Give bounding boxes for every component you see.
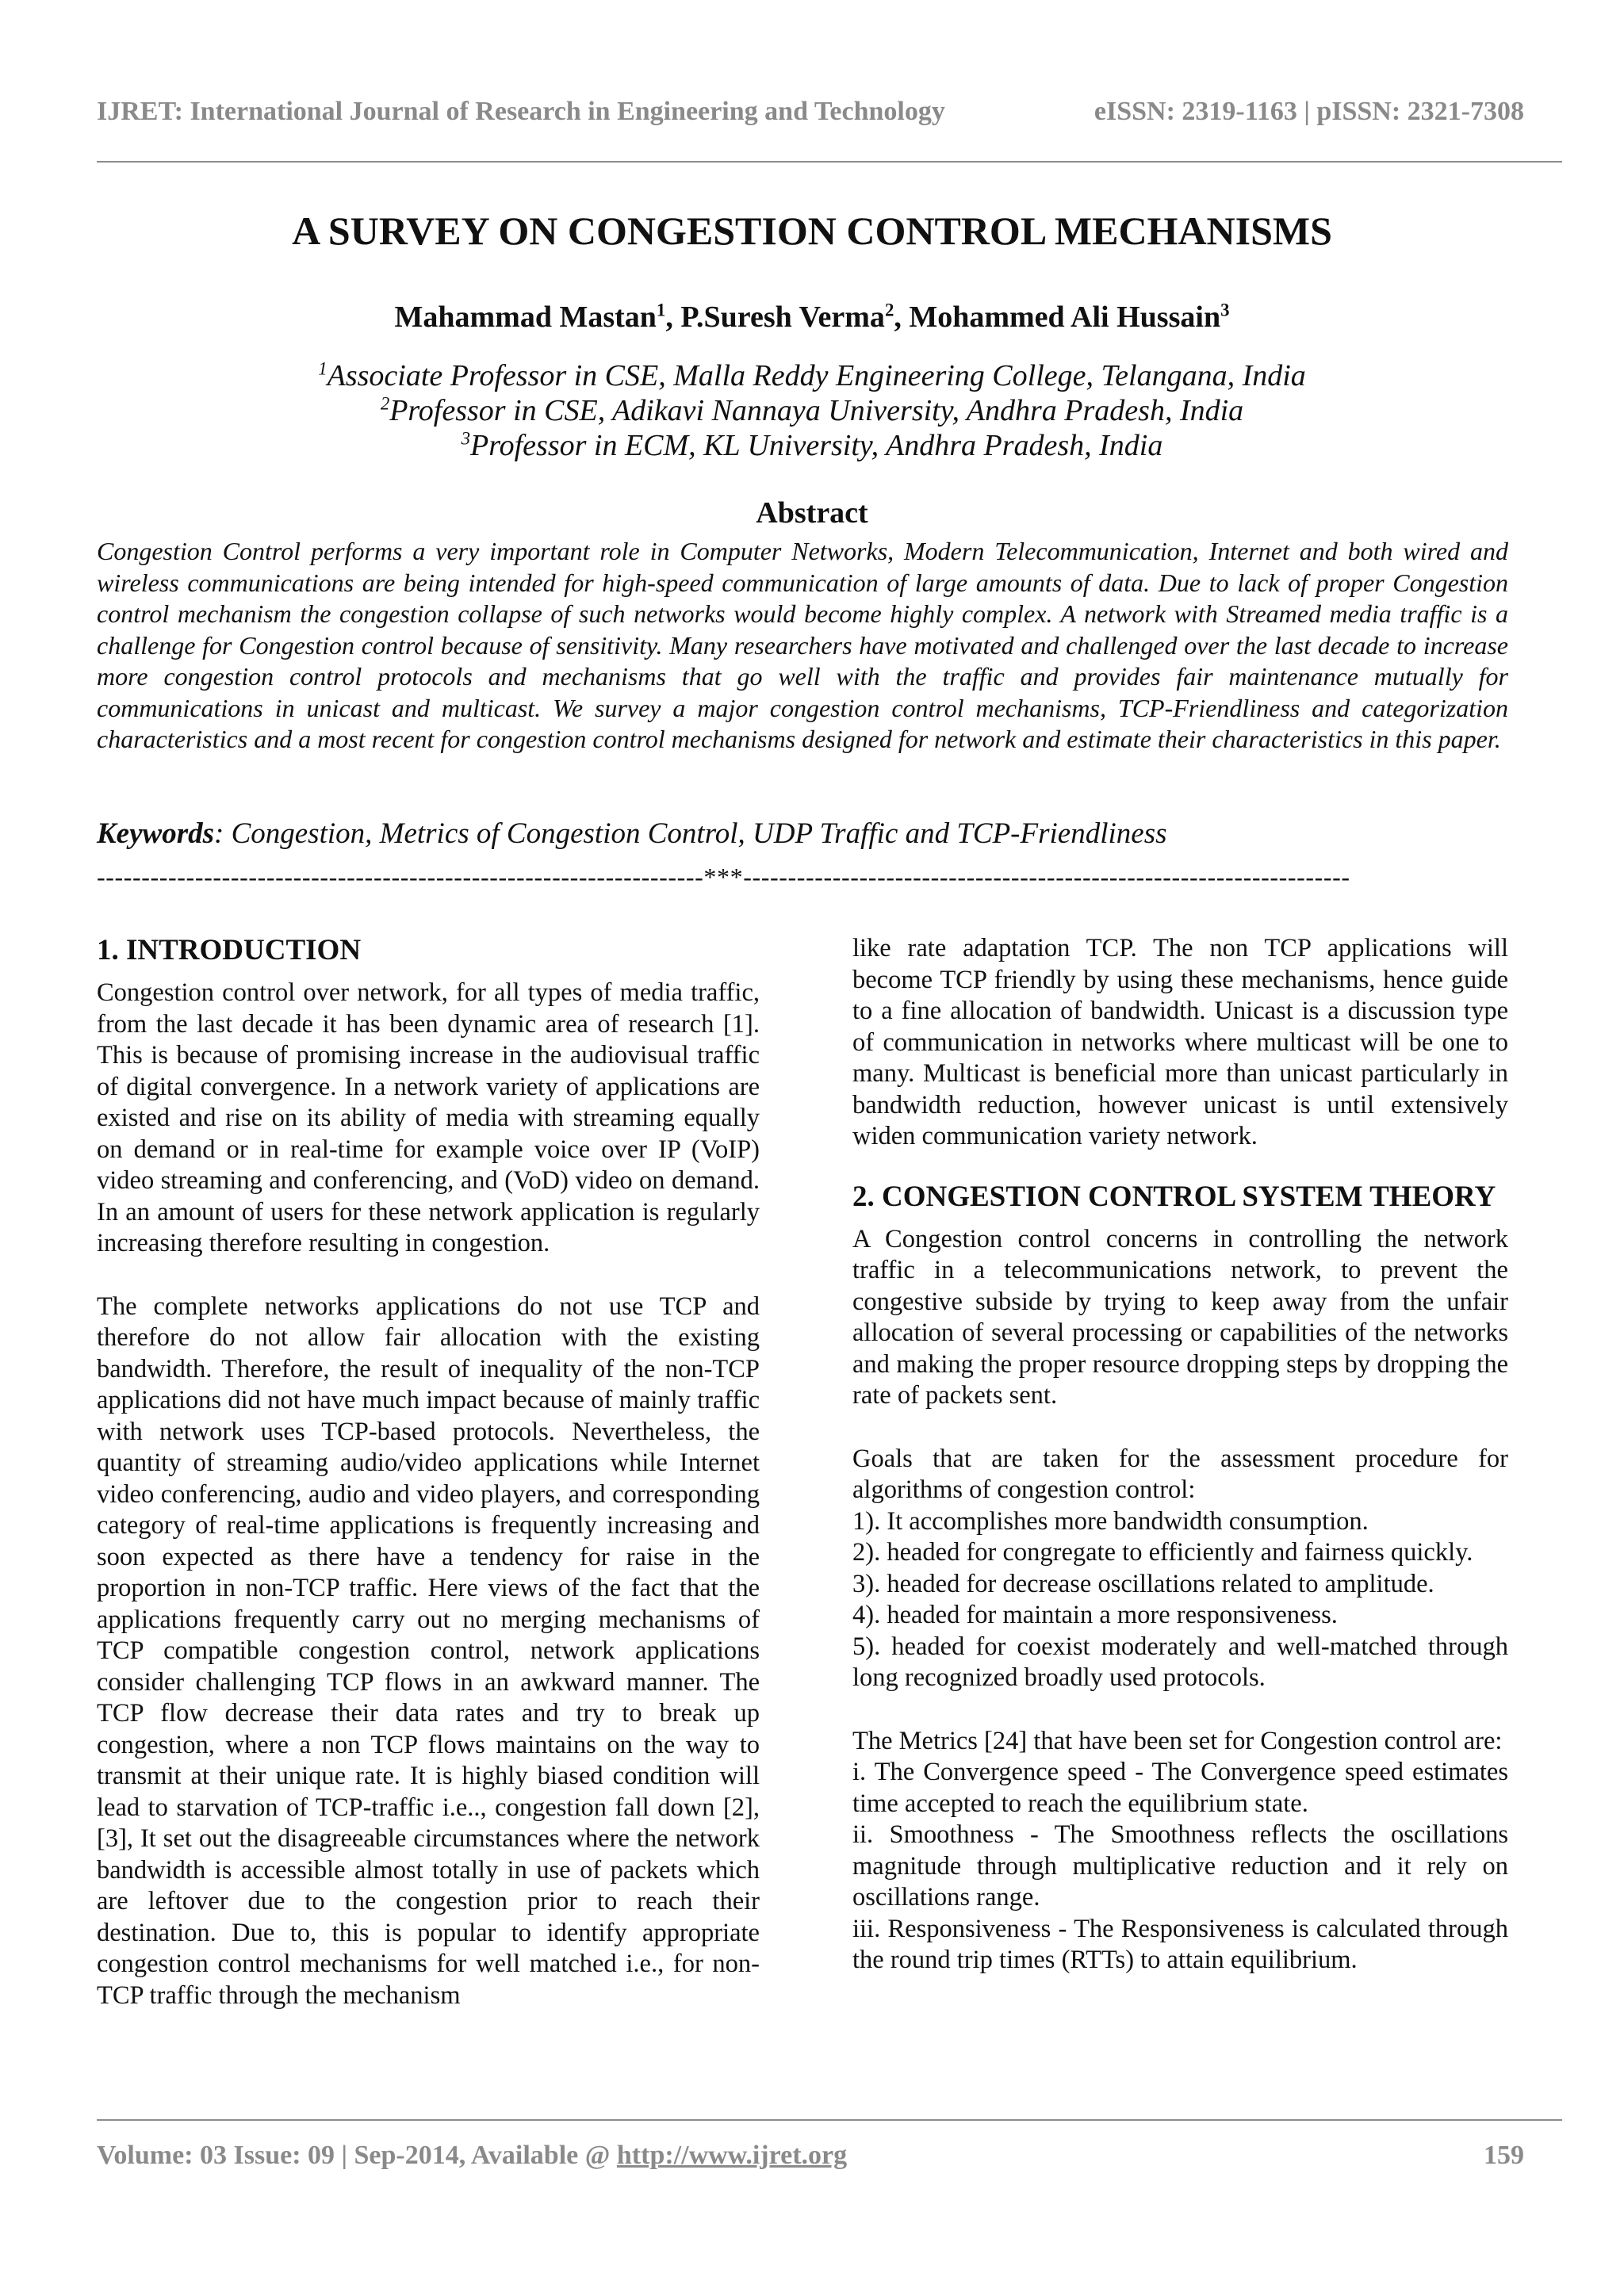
intro-paragraph-3: like rate adaptation TCP. The non TCP applications will become TCP friendly by using these mechanisms, hence guide to a fine allocation of bandwidth. Unicast is a discussion type of communication in networks where multicast will be one to many. Multicast is beneficial more than unicast particularly in bandwidth reduction, however unicast is until extensively widen communication variety network. xyxy=(852,934,1508,1150)
author-list: Mahammad Mastan$^1$, P.Suresh Verma$^2$, Mohammed Ali Hussain$^3$ xyxy=(394,300,1230,334)
journal-name: IJRET: International Journal of Research in Engineering and Technology xyxy=(97,97,945,126)
author-name: Mohammed Ali Hussain xyxy=(909,300,1221,334)
journal-url-link[interactable]: http://www.ijret.org xyxy=(616,2141,848,2170)
metric-item: i. The Convergence speed - The Convergence speed estimates time accepted to reach the equilibrium state. xyxy=(852,1758,1508,1818)
author-name: P.Suresh Verma xyxy=(680,300,885,334)
paragraph-gap xyxy=(852,1412,1508,1444)
paragraph-gap xyxy=(97,1260,760,1292)
affiliation-text: Professor in CSE, Adikavi Nannaya University, Andhra Pradesh, India xyxy=(389,394,1244,427)
paper-title: A SURVEY ON CONGESTION CONTROL MECHANISMS xyxy=(292,209,1332,253)
goal-item: 4). headed for maintain a more responsiveness. xyxy=(852,1601,1338,1629)
intro-paragraph-1: Congestion control over network, for all types of media traffic, from the last decade it has been dynamic area of research [1]. This is because of promising increase in the audiovisual traffic of digital convergence. In a network variety of applications are existed and rise on its ability of media with streaming equally on demand or in real-time for example voice over IP (VoIP) video streaming and conferencing, and (VoD) video on demand. In an amount of users for these network application is regularly increasing therefore resulting in congestion. xyxy=(97,978,760,1257)
metric-item: iii. Responsiveness - The Responsiveness is calculated through the round trip times (RTTs) to attain equilibrium. xyxy=(852,1914,1508,1974)
keywords-label: Keywords xyxy=(97,817,214,850)
affiliation-sup: 3 xyxy=(461,428,471,449)
paragraph-gap xyxy=(852,1153,1508,1180)
left-column xyxy=(97,933,760,2011)
metrics-intro: The Metrics [24] that have been set for Congestion control are: xyxy=(852,1726,1503,1755)
paragraph-gap xyxy=(852,1694,1508,1726)
affiliation-text: Professor in ECM, KL University, Andhra Pradesh, India xyxy=(470,429,1163,462)
abstract-heading: Abstract xyxy=(756,496,868,530)
running-footer xyxy=(97,2141,1524,2171)
affiliation-sup: 1 xyxy=(318,358,327,379)
page-number: 159 xyxy=(1484,2141,1524,2170)
affiliation-list xyxy=(0,358,1624,463)
affiliation-text: Associate Professor in CSE, Malla Reddy Engineering College, Telangana, India xyxy=(327,359,1306,392)
goal-item: 3). headed for decrease oscillations related to amplitude. xyxy=(852,1569,1434,1598)
author-name: Mahammad Mastan xyxy=(394,300,657,334)
right-column xyxy=(852,933,1508,1976)
intro-heading: 1. INTRODUCTION xyxy=(97,934,362,966)
author-sup: 1 xyxy=(656,300,666,320)
author-sup: 2 xyxy=(884,300,894,320)
affiliation-sup: 2 xyxy=(380,393,390,414)
intro-paragraph-2: The complete networks applications do not use TCP and therefore do not allow fair allocation with the existing bandwidth. Therefore, the result of inequality of the non-TCP applications did not have much impact because of mainly traffic with network uses TCP-based protocols. Nevertheless, the quantity of streaming audio/video applications while Internet video conferencing, audio and video players, and corresponding category of real-time applications is frequently increasing and soon expected as there have a tendency for raise in the proportion in non-TCP traffic. Here views of the fact that the applications frequently carry out no merging mechanisms of TCP compatible congestion control, network applications consider challenging TCP flows in an awkward manner. The TCP flow decrease their data rates and try to break up congestion, where a non TCP flows maintains on the way to transmit at their unique rate. It is highly biased condition will lead to starvation of TCP-traffic i.e.., congestion fall down [2], [3], It set out the disagreeable circumstances where the network bandwidth is accessible almost totally in use of packets which are leftover due to the congestion prior to reach their destination. Due to, this is popular to identify appropriate congestion control mechanisms for well matched i.e., for non-TCP traffic through the mechanism xyxy=(97,1292,760,2010)
keywords-line xyxy=(97,817,1524,851)
affiliation xyxy=(0,428,1624,463)
affiliation xyxy=(0,393,1624,428)
section-separator: --------------------------------------------------------------------***-------------------------------------------------------------------- xyxy=(97,863,1350,891)
section2-paragraph-1: A Congestion control concerns in controlling the network traffic in a telecommunications network, to prevent the congestive subside by trying to keep away from the unfair allocation of several processing or capabilities of the networks and making the proper resource dropping steps by dropping the rate of packets sent. xyxy=(852,1224,1508,1410)
affiliation xyxy=(0,358,1624,393)
header-rule xyxy=(97,161,1562,163)
issn-info: eISSN: 2319-1163 | pISSN: 2321-7308 xyxy=(1094,97,1524,126)
goals-intro: Goals that are taken for the assessment procedure for algorithms of congestion control: xyxy=(852,1444,1508,1504)
volume-info: Volume: 03 Issue: 09 | Sep-2014, Available @ xyxy=(97,2141,617,2170)
footer-rule xyxy=(97,2119,1562,2121)
section2-heading: 2. CONGESTION CONTROL SYSTEM THEORY xyxy=(852,1180,1496,1213)
keywords-text: : Congestion, Metrics of Congestion Control, UDP Traffic and TCP-Friendliness xyxy=(214,817,1167,850)
goal-item: 5). headed for coexist moderately and well-matched through long recognized broadly used protocols. xyxy=(852,1632,1508,1692)
author-sup: 3 xyxy=(1220,300,1230,320)
goal-item: 1). It accomplishes more bandwidth consumption. xyxy=(852,1506,1369,1536)
running-header xyxy=(97,97,1524,127)
metric-item: ii. Smoothness - The Smoothness reflects the oscillations magnitude through multiplicative reduction and it rely on oscillations range. xyxy=(852,1820,1508,1911)
goal-item: 2). headed for congregate to efficiently and fairness quickly. xyxy=(852,1538,1473,1567)
abstract-body: Congestion Control performs a very important role in Computer Networks, Modern Telecommunication, Internet and both wired and wireless communications are being intended for high-speed communication of large amounts of data. Due to lack of proper Congestion control mechanism the congestion collapse of such networks would become highly complex. A network with Streamed media traffic is a challenge for Congestion control because of sensitivity. Many researchers have motivated and challenged over the last decade to increase more congestion control protocols and mechanisms that go well with the traffic and provides fair maintenance mutually for communications in unicast and multicast. We survey a major congestion control mechanisms, TCP-Friendliness and categorization characteristics and a most recent for congestion control mechanisms designed for network and estimate their characteristics in this paper. xyxy=(97,537,1508,753)
